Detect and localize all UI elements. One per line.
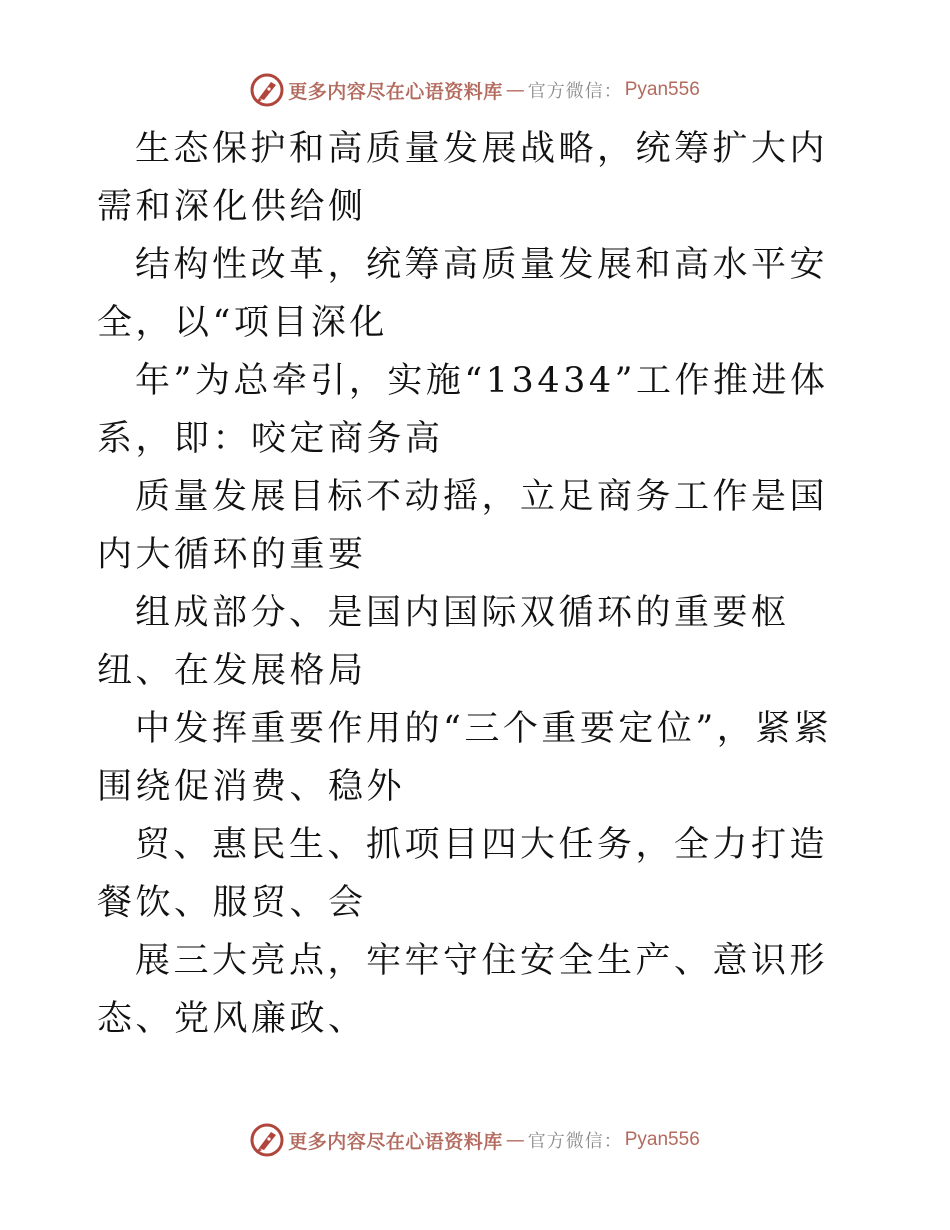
site-promo-text: 更多内容尽在心语资料库 (288, 80, 503, 103)
wechat-id: Pyan556 (624, 79, 700, 100)
body-paragraph: 中发挥重要作用的“三个重要定位”，紧紧围绕促消费、稳外 (97, 709, 833, 807)
document-body (97, 120, 857, 1048)
wechat-label: 官方微信： (527, 1131, 623, 1152)
footer-banner (0, 1120, 950, 1160)
wechat-id: Pyan556 (624, 1129, 700, 1150)
wechat-label: 官方微信： (527, 81, 623, 102)
body-paragraph: 生态保护和高质量发展战略，统筹扩大内需和深化供给侧 (97, 129, 829, 227)
body-paragraph: 结构性改革，统筹高质量发展和高水平安全，以“项目深化 (97, 245, 829, 343)
pen-nib-logo-icon (250, 73, 284, 107)
pen-nib-logo-icon (250, 1123, 284, 1157)
header-banner (0, 70, 950, 110)
body-paragraph: 质量发展目标不动摇，立足商务工作是国内大循环的重要 (97, 477, 829, 575)
body-paragraph: 年”为总牵引，实施“13434”工作推进体系，即：咬定商务高 (97, 361, 829, 459)
body-paragraph: 贸、惠民生、抓项目四大任务，全力打造餐饮、服贸、会 (97, 825, 829, 923)
separator-dash: — (505, 79, 525, 101)
site-promo-text: 更多内容尽在心语资料库 (288, 1130, 503, 1153)
separator-dash: — (505, 1129, 525, 1151)
body-paragraph: 组成部分、是国内国际双循环的重要枢纽、在发展格局 (97, 593, 790, 691)
body-paragraph: 展三大亮点，牢牢守住安全生产、意识形态、党风廉政、 (97, 941, 829, 1039)
